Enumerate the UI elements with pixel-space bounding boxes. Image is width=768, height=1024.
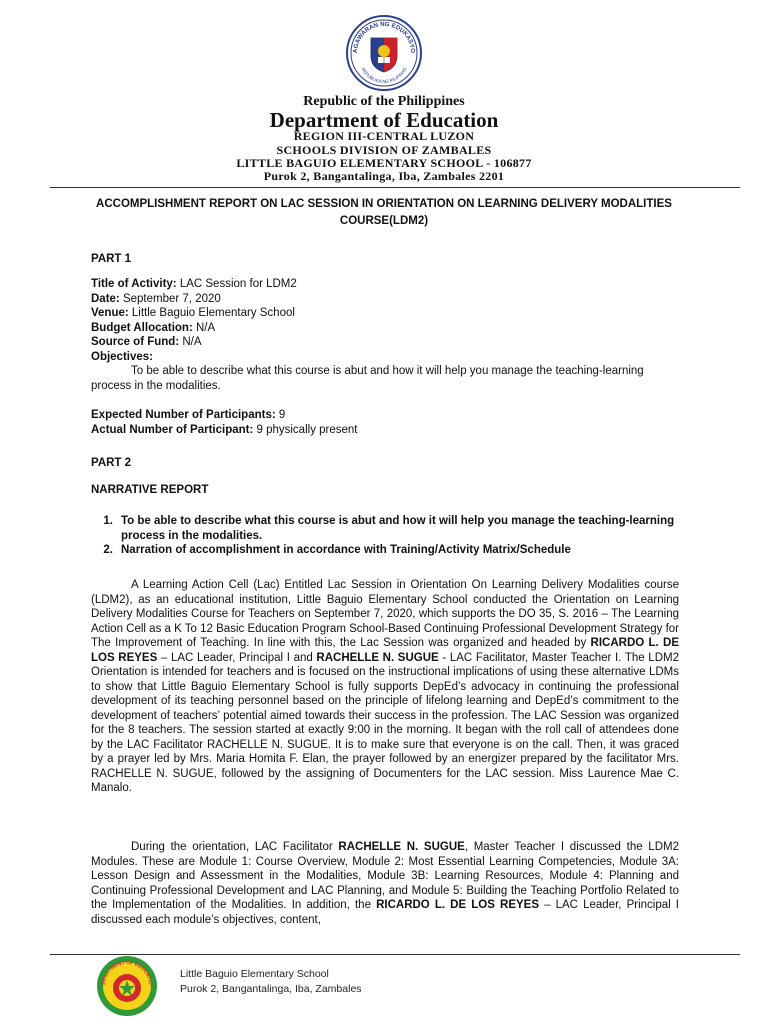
paragraph-segment: RICARDO L. DE LOS REYES xyxy=(91,637,679,664)
field-title-of-activity xyxy=(91,277,679,292)
list-item xyxy=(91,543,679,558)
footer-address: Purok 2, Bangantalinga, Iba, Zambales xyxy=(180,983,362,995)
footer-school: Little Baguio Elementary School xyxy=(180,968,329,980)
list-item-text: Narration of accomplishment in accordance with Training/Activity Matrix/Schedule xyxy=(121,544,571,556)
header-divider xyxy=(50,187,740,188)
deped-seal-icon xyxy=(345,14,423,92)
field-label: Source of Fund: xyxy=(91,336,183,348)
field-venue xyxy=(91,306,679,321)
header-republic: Republic of the Philippines xyxy=(303,94,465,109)
narrative-paragraph-1 xyxy=(91,578,679,796)
field-value: September 7, 2020 xyxy=(122,292,221,305)
header-division: SCHOOLS DIVISION OF ZAMBALES xyxy=(276,143,492,157)
report-title: ACCOMPLISHMENT REPORT ON LAC SESSION IN ORIENTATION ON LEARNING DELIVERY MODALITIES COURSE(LDM2) xyxy=(96,198,672,227)
header-school: LITTLE BAGUIO ELEMENTARY SCHOOL - 106877 xyxy=(236,156,532,170)
field-label: Budget Allocation: xyxy=(91,321,196,334)
objective-text: To be able to describe what this course is abut and how it will help you manage the teaching-learning process in the modalities. xyxy=(91,365,644,392)
narrative-paragraph-2 xyxy=(91,840,679,927)
field-date xyxy=(91,292,679,307)
objectives-list xyxy=(91,514,679,558)
field-source-of-fund xyxy=(91,335,679,350)
field-value: Little Baguio Elementary School xyxy=(131,307,295,319)
paragraph-segment: - LAC Facilitator, Master Teacher I. The LDM2 Orientation is intended for teachers and is focused on the instructional implications of using these alternative LDMs to show that Little Baguio Elementary School is fully supports DepEd’s advocacy in continuing the professional development of its teaching personnel based on the principle of lifelong learning and DepEd’s commitment to the development of teachers’ potential aimed towards their success in the profession. The LAC Session was organized for the 8 teachers. The session started at exactly 9:00 in the morning. It began with the roll call of attendees done by the LAC Facilitator RACHELLE N. SUGUE. It is to make sure that everyone is on the call. Then, it was graced by a prayer led by Mrs. Maria Homita F. Elan, the prayer followed by an energizer prepared by the facilitator Mrs. RACHELLE N. SUGUE, followed by the assigning of Documenters for the LAC session. Miss Laurence Mae C. Manalo. xyxy=(91,651,679,794)
seal-top-text: AGAWARAN NG EDUKASYO xyxy=(351,20,417,54)
list-item xyxy=(91,514,679,543)
part1-heading: PART 1 xyxy=(91,253,132,265)
field-label: Title of Activity: xyxy=(91,278,177,290)
paragraph-segment: During the orientation, LAC Facilitator xyxy=(131,841,339,853)
field-label: Venue: xyxy=(91,307,132,319)
header-address: Purok 2, Bangantalinga, Iba, Zambales 2201 xyxy=(263,169,505,183)
header-region: REGION III-CENTRAL LUZON xyxy=(293,129,475,143)
logo-ring-text: EPARTMENT OF EDUCATIO xyxy=(100,959,154,986)
deped-logo-icon xyxy=(96,955,158,1017)
paragraph-segment: RACHELLE N. SUGUE xyxy=(316,651,439,664)
paragraph-segment: – LAC Leader, Principal I discussed each module’s objectives, content, xyxy=(91,899,679,926)
field-label: Objectives: xyxy=(91,350,153,363)
list-item-number: 2. xyxy=(103,544,113,556)
paragraph-segment: – LAC Leader, Principal I and xyxy=(157,651,317,664)
list-item-text: To be able to describe what this course is abut and how it will help you manage the teaching-learning process in the modalities. xyxy=(121,515,675,542)
paragraph-segment: RACHELLE N. SUGUE xyxy=(338,841,465,853)
field-objectives xyxy=(91,350,679,365)
paragraph-segment: A Learning Action Cell (Lac) Entitled Lac Session in Orientation On Learning Delivery Modalities course (LDM2), as an educational institution, Little Baguio Elementary School conducted the Orientation on Learning Delivery Modalities Course for Teachers on September 7, 2020, which supports the DO 35, S. 2016 – The Learning Action Cell as a K To 12 Basic Education Program School-Based Continuing Professional Development Strategy for The Improvement of Teaching. In line with this, the Lac Session was organized and headed by xyxy=(91,579,679,649)
expected-participants xyxy=(91,408,679,423)
paragraph-segment: RICARDO L. DE LOS REYES xyxy=(376,899,539,911)
narrative-heading: NARRATIVE REPORT xyxy=(91,484,209,496)
actual-label: Actual Number of Participant: xyxy=(91,424,257,436)
field-value: N/A xyxy=(182,336,202,348)
header-department: Department of Education xyxy=(269,108,499,132)
seal-bottom-text: REPUBLIKA NG PILIPINAS xyxy=(360,66,408,85)
actual-value: 9 physically present xyxy=(256,424,358,436)
part2-heading: PART 2 xyxy=(91,457,132,469)
field-value: LAC Session for LDM2 xyxy=(176,278,297,290)
list-item-number: 1. xyxy=(103,515,113,527)
expected-value: 9 xyxy=(278,409,286,421)
field-label: Date: xyxy=(91,292,123,305)
field-budget-allocation xyxy=(91,321,679,336)
actual-participants xyxy=(91,423,679,438)
paragraph-segment: , Master Teacher I discussed the LDM2 Modules. These are Module 1: Course Overview, Module 2: Most Essential Learning Competencies, Module 3A: Lesson Design and Assessment in the Modalities, Module 3B: Learning Resources, Module 4: Planning and Continuing Professional Development and LAC Planning, and Module 5: Building the Teaching Portfolio Related to the Implementation of the Modalities. In addition, the xyxy=(91,841,679,911)
expected-label: Expected Number of Participants: xyxy=(91,409,279,421)
field-value: N/A xyxy=(195,321,216,334)
